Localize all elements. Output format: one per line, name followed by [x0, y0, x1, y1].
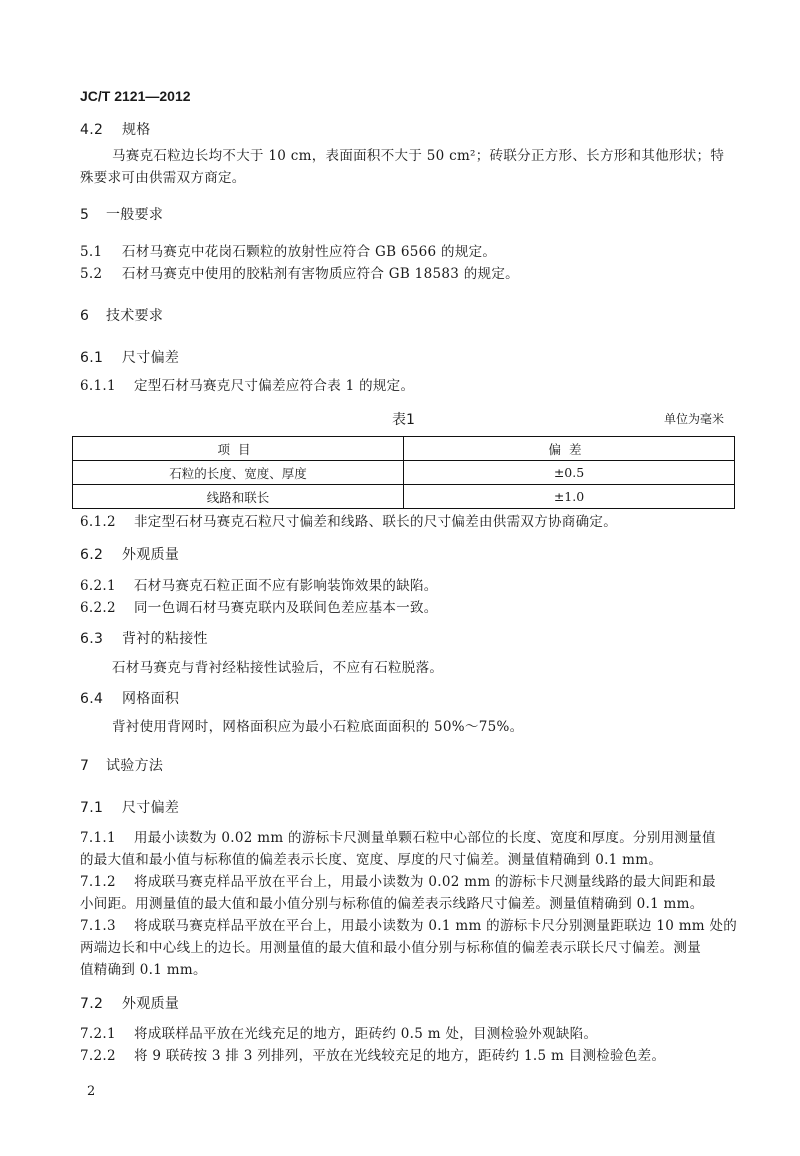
clause-text-line: 用最小读数为 0.02 mm 的游标卡尺测量单颗石粒中心部位的长度、宽度和厚度。分别用测量值 [134, 830, 716, 846]
heading-7-2 [80, 994, 179, 1014]
clause-text: 同一色调石材马赛克联内及联间色差应基本一致。 [134, 600, 438, 616]
table-header-row [73, 437, 735, 461]
paragraph-4-2-line-1: 马赛克石粒边长均不大于 10 cm，表面面积不大于 50 cm²；砖联分正方形、长方形和其他形状；特 [112, 148, 725, 164]
clause-text: 将 9 联砖按 3 排 3 列排列，平放在光线较充足的地方，距砖约 1.5 m 目测检验色差。 [134, 1048, 666, 1064]
section-number: 4.2 [80, 122, 104, 138]
clause-6-1-2 [80, 512, 617, 532]
heading-6-2 [80, 545, 179, 565]
clause-text: 石材马赛克中使用的胶粘剂有害物质应符合 GB 18583 的规定。 [122, 266, 519, 282]
clause-7-1-3-continuation: 值精确到 0.1 mm。 [80, 962, 207, 978]
clause-number: 7.1.2 [80, 874, 116, 890]
clause-number: 7.2.1 [80, 1026, 116, 1042]
clause-7-1-2 [80, 872, 716, 892]
paragraph-6-3: 石材马赛克与背衬经粘接性试验后，不应有石粒脱落。 [112, 660, 444, 676]
section-number: 6 [80, 308, 90, 324]
table-caption: 表1 [392, 412, 415, 428]
section-title: 背衬的粘接性 [122, 631, 208, 647]
section-title: 规格 [122, 122, 151, 138]
clause-7-1-3-continuation: 两端边长和中心线上的边长。用测量值的最大值和最小值分别与标称值的偏差表示联长尺寸偏差。测量 [80, 940, 701, 956]
clause-6-1-1 [80, 376, 414, 396]
heading-4-2 [80, 120, 151, 140]
clause-6-2-1 [80, 576, 438, 596]
section-title: 尺寸偏差 [122, 800, 180, 816]
clause-text: 石材马赛克石粒正面不应有影响装饰效果的缺陷。 [134, 578, 438, 594]
clause-7-1-1 [80, 828, 716, 848]
section-title: 外观质量 [122, 547, 180, 563]
section-number: 7 [80, 758, 90, 774]
section-number: 6.1 [80, 350, 104, 366]
section-title: 外观质量 [122, 996, 180, 1012]
table-cell-item: 石粒的长度、宽度、厚度 [73, 461, 404, 485]
table-cell-deviation: ±1.0 [404, 485, 735, 509]
clause-6-2-2 [80, 598, 438, 618]
clause-7-2-1 [80, 1024, 597, 1044]
standard-id-header: JC/T 2121—2012 [80, 88, 191, 104]
section-number: 6.4 [80, 691, 104, 707]
heading-5 [80, 205, 163, 225]
clause-number: 6.1.1 [80, 378, 116, 394]
heading-6-1 [80, 348, 179, 368]
clause-7-2-2 [80, 1046, 665, 1066]
page-number: 2 [87, 1084, 96, 1099]
clause-text: 将成联样品平放在光线充足的地方，距砖约 0.5 m 处，目测检验外观缺陷。 [134, 1026, 598, 1042]
heading-6-4 [80, 689, 179, 709]
heading-7-1 [80, 798, 179, 818]
section-number: 7.1 [80, 800, 104, 816]
clause-number: 7.1.3 [80, 918, 116, 934]
section-title: 网格面积 [122, 691, 180, 707]
section-number: 6.3 [80, 631, 104, 647]
clause-text: 非定型石材马赛克石粒尺寸偏差和线路、联长的尺寸偏差由供需双方协商确定。 [134, 514, 617, 530]
heading-6-3 [80, 629, 208, 649]
clause-text: 定型石材马赛克尺寸偏差应符合表 1 的规定。 [134, 378, 415, 394]
table-row [73, 461, 735, 485]
clause-5-2 [80, 264, 519, 284]
section-title: 一般要求 [106, 207, 164, 223]
section-number: 6.2 [80, 547, 104, 563]
clause-number: 6.2.1 [80, 578, 116, 594]
section-title: 技术要求 [106, 308, 164, 324]
clause-number: 6.1.2 [80, 514, 116, 530]
section-number: 5 [80, 207, 90, 223]
clause-number: 6.2.2 [80, 600, 116, 616]
clause-number: 7.2.2 [80, 1048, 116, 1064]
deviation-table [72, 436, 735, 509]
table-cell-deviation: ±0.5 [404, 461, 735, 485]
column-header-item: 项目 [73, 437, 404, 461]
heading-6 [80, 306, 163, 326]
clause-7-1-3 [80, 916, 737, 936]
paragraph-6-4: 背衬使用背网时，网格面积应为最小石粒底面面积的 50%～75%。 [112, 719, 524, 735]
table-unit-note: 单位为毫米 [664, 412, 725, 426]
section-title: 尺寸偏差 [122, 350, 180, 366]
table-cell-item: 线路和联长 [73, 485, 404, 509]
clause-number: 5.1 [80, 244, 103, 260]
clause-5-1 [80, 242, 496, 262]
section-number: 7.2 [80, 996, 104, 1012]
heading-7 [80, 756, 163, 776]
clause-text: 石材马赛克中花岗石颗粒的放射性应符合 GB 6566 的规定。 [122, 244, 497, 260]
clause-text-line: 将成联马赛克样品平放在平台上，用最小读数为 0.02 mm 的游标卡尺测量线路的最大间距和最 [134, 874, 716, 890]
paragraph-4-2-line-2: 殊要求可由供需双方商定。 [80, 170, 246, 186]
column-header-deviation: 偏差 [404, 437, 735, 461]
section-title: 试验方法 [106, 758, 164, 774]
clause-7-1-1-continuation: 的最大值和最小值与标称值的偏差表示长度、宽度、厚度的尺寸偏差。测量值精确到 0.1 mm。 [80, 852, 663, 868]
clause-text-line: 将成联马赛克样品平放在平台上，用最小读数为 0.1 mm 的游标卡尺分别测量距联边 10 mm 处的 [134, 918, 738, 934]
clause-number: 7.1.1 [80, 830, 116, 846]
clause-7-1-2-continuation: 小间距。用测量值的最大值和最小值分别与标称值的偏差表示线路尺寸偏差。测量值精确到 0.1 mm。 [80, 896, 704, 912]
clause-number: 5.2 [80, 266, 103, 282]
table-row [73, 485, 735, 509]
